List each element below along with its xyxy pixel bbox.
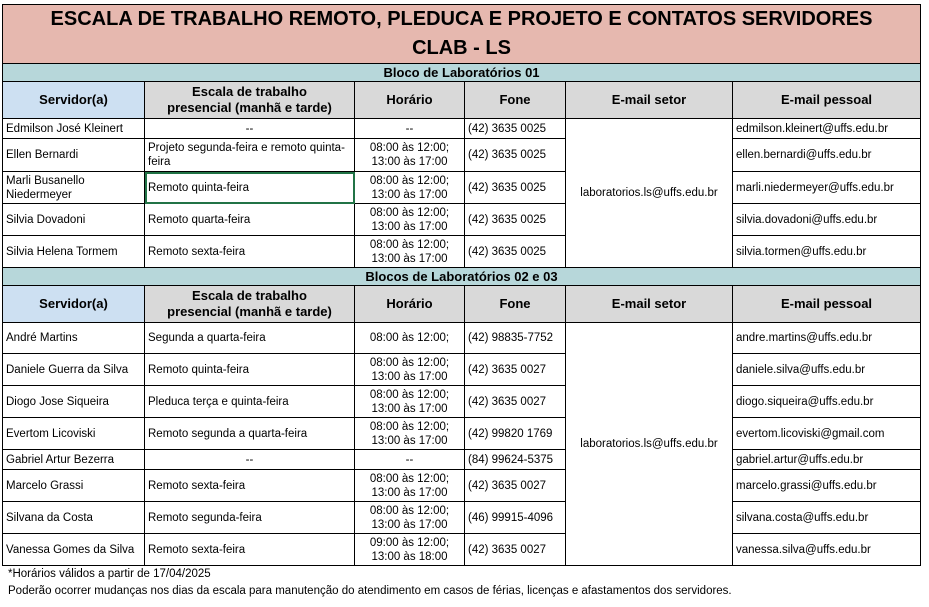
table-row: [3, 236, 921, 268]
header-email-pessoal[interactable]: E-mail pessoal: [733, 286, 921, 323]
cell-escala[interactable]: Remoto segunda a quarta-feira: [145, 418, 355, 450]
cell-fone[interactable]: (42) 3635 0027: [465, 386, 566, 418]
cell-horario[interactable]: --: [355, 450, 465, 470]
cell-email-pessoal[interactable]: andre.martins@uffs.edu.br: [733, 323, 921, 354]
cell-horario[interactable]: 09:00 às 12:00; 13:00 às 18:00: [355, 534, 465, 566]
cell-servidor[interactable]: Vanessa Gomes da Silva: [3, 534, 145, 566]
header-servidor[interactable]: Servidor(a): [3, 286, 145, 323]
cell-servidor[interactable]: André Martins: [3, 323, 145, 354]
cell-fone[interactable]: (42) 3635 0025: [465, 204, 566, 236]
cell-fone[interactable]: (42) 3635 0025: [465, 139, 566, 172]
cell-email-pessoal[interactable]: evertom.licoviski@gmail.com: [733, 418, 921, 450]
cell-escala[interactable]: Remoto sexta-feira: [145, 534, 355, 566]
cell-fone[interactable]: (42) 98835-7752: [465, 323, 566, 354]
cell-servidor[interactable]: Marcelo Grassi: [3, 470, 145, 502]
cell-horario[interactable]: 08:00 às 12:00; 13:00 às 17:00: [355, 354, 465, 386]
cell-email-pessoal[interactable]: marli.niedermeyer@uffs.edu.br: [733, 172, 921, 204]
cell-servidor[interactable]: Marli Busanello Niedermeyer: [3, 172, 145, 204]
cell-escala[interactable]: Remoto segunda-feira: [145, 502, 355, 534]
cell-servidor[interactable]: Silvana da Costa: [3, 502, 145, 534]
header-row: [3, 286, 921, 323]
cell-horario[interactable]: 08:00 às 12:00; 13:00 às 17:00: [355, 204, 465, 236]
cell-escala[interactable]: Remoto quinta-feira: [145, 172, 355, 204]
page-title[interactable]: [3, 5, 921, 64]
cell-email-pessoal[interactable]: silvana.costa@uffs.edu.br: [733, 502, 921, 534]
table-row: [3, 139, 921, 172]
cell-email-setor[interactable]: laboratorios.ls@uffs.edu.br: [566, 119, 733, 268]
table-row: [3, 119, 921, 139]
cell-horario[interactable]: 08:00 às 12:00; 13:00 às 17:00: [355, 470, 465, 502]
cell-escala[interactable]: Remoto sexta-feira: [145, 470, 355, 502]
schedule-sheet: [2, 4, 920, 597]
table-row: [3, 204, 921, 236]
cell-servidor[interactable]: Diogo Jose Siqueira: [3, 386, 145, 418]
table-row: [3, 323, 921, 354]
table-row: [3, 386, 921, 418]
header-fone[interactable]: Fone: [465, 82, 566, 119]
table-row: [3, 450, 921, 470]
footnotes: [8, 566, 732, 600]
cell-horario[interactable]: --: [355, 119, 465, 139]
cell-fone[interactable]: (42) 99820 1769: [465, 418, 566, 450]
table-row: [3, 470, 921, 502]
cell-email-pessoal[interactable]: daniele.silva@uffs.edu.br: [733, 354, 921, 386]
header-email-setor[interactable]: E-mail setor: [566, 286, 733, 323]
header-servidor[interactable]: Servidor(a): [3, 82, 145, 119]
cell-horario[interactable]: 08:00 às 12:00; 13:00 às 17:00: [355, 502, 465, 534]
cell-email-pessoal[interactable]: silvia.dovadoni@uffs.edu.br: [733, 204, 921, 236]
table-row: [3, 502, 921, 534]
cell-horario[interactable]: 08:00 às 12:00; 13:00 às 17:00: [355, 236, 465, 268]
cell-email-pessoal[interactable]: vanessa.silva@uffs.edu.br: [733, 534, 921, 566]
cell-email-pessoal[interactable]: marcelo.grassi@uffs.edu.br: [733, 470, 921, 502]
cell-escala[interactable]: --: [145, 450, 355, 470]
cell-email-pessoal[interactable]: silvia.tormen@uffs.edu.br: [733, 236, 921, 268]
cell-fone[interactable]: (42) 3635 0027: [465, 354, 566, 386]
header-email-pessoal[interactable]: E-mail pessoal: [733, 82, 921, 119]
cell-email-pessoal[interactable]: ellen.bernardi@uffs.edu.br: [733, 139, 921, 172]
cell-escala[interactable]: Remoto quinta-feira: [145, 354, 355, 386]
cell-fone[interactable]: (84) 99624-5375: [465, 450, 566, 470]
header-horario[interactable]: Horário: [355, 286, 465, 323]
cell-horario[interactable]: 08:00 às 12:00; 13:00 às 17:00: [355, 172, 465, 204]
cell-email-pessoal[interactable]: edmilson.kleinert@uffs.edu.br: [733, 119, 921, 139]
cell-servidor[interactable]: Daniele Guerra da Silva: [3, 354, 145, 386]
header-horario[interactable]: Horário: [355, 82, 465, 119]
header-escala[interactable]: [145, 286, 355, 323]
footnote-valid-from[interactable]: *Horários válidos a partir de 17/04/2025: [8, 568, 211, 580]
section-title[interactable]: Blocos de Laboratórios 02 e 03: [3, 268, 921, 286]
cell-fone[interactable]: (42) 3635 0027: [465, 470, 566, 502]
table-row: [3, 354, 921, 386]
cell-servidor[interactable]: Evertom Licoviski: [3, 418, 145, 450]
table-row: [3, 534, 921, 566]
header-row: [3, 82, 921, 119]
cell-servidor[interactable]: Silvia Dovadoni: [3, 204, 145, 236]
cell-horario[interactable]: 08:00 às 12:00; 13:00 às 17:00: [355, 139, 465, 172]
cell-fone[interactable]: (42) 3635 0025: [465, 172, 566, 204]
cell-servidor[interactable]: Silvia Helena Tormem: [3, 236, 145, 268]
cell-horario[interactable]: 08:00 às 12:00; 13:00 às 17:00: [355, 418, 465, 450]
cell-fone[interactable]: (42) 3635 0027: [465, 534, 566, 566]
cell-fone[interactable]: (42) 3635 0025: [465, 236, 566, 268]
cell-servidor[interactable]: Ellen Bernardi: [3, 139, 145, 172]
header-escala-line-1: Escala de trabalho: [192, 288, 307, 303]
header-escala-line-2: presencial (manhã e tarde): [167, 100, 332, 115]
cell-escala[interactable]: Pleduca terça e quinta-feira: [145, 386, 355, 418]
cell-horario[interactable]: 08:00 às 12:00;: [355, 323, 465, 354]
title-line-2: CLAB - LS: [412, 37, 511, 59]
cell-escala[interactable]: --: [145, 119, 355, 139]
table-row: [3, 418, 921, 450]
header-email-setor[interactable]: E-mail setor: [566, 82, 733, 119]
cell-email-setor[interactable]: laboratorios.ls@uffs.edu.br: [566, 323, 733, 566]
cell-servidor[interactable]: Edmilson José Kleinert: [3, 119, 145, 139]
cell-escala[interactable]: Remoto sexta-feira: [145, 236, 355, 268]
cell-fone[interactable]: (46) 99915-4096: [465, 502, 566, 534]
cell-escala[interactable]: Segunda a quarta-feira: [145, 323, 355, 354]
table-row: [3, 172, 921, 204]
section-title[interactable]: Bloco de Laboratórios 01: [3, 64, 921, 82]
cell-escala[interactable]: Projeto segunda-feira e remoto quinta-feira: [145, 139, 355, 172]
cell-horario[interactable]: 08:00 às 12:00; 13:00 às 17:00: [355, 386, 465, 418]
cell-escala[interactable]: Remoto quarta-feira: [145, 204, 355, 236]
header-escala-line-1: Escala de trabalho: [192, 84, 307, 99]
cell-fone[interactable]: (42) 3635 0025: [465, 119, 566, 139]
header-escala-line-2: presencial (manhã e tarde): [167, 304, 332, 319]
schedule-table: [2, 4, 921, 566]
cell-email-pessoal[interactable]: gabriel.artur@uffs.edu.br: [733, 450, 921, 470]
header-escala[interactable]: [145, 82, 355, 119]
footnote-changes[interactable]: Poderão ocorrer mudanças nos dias da escala para manutenção do atendimento em casos de férias, licenças e afastamentos dos servidores.: [8, 585, 732, 597]
header-fone[interactable]: Fone: [465, 286, 566, 323]
title-line-1: ESCALA DE TRABALHO REMOTO, PLEDUCA E PROJETO E CONTATOS SERVIDORES: [50, 8, 873, 30]
cell-servidor[interactable]: Gabriel Artur Bezerra: [3, 450, 145, 470]
cell-email-pessoal[interactable]: diogo.siqueira@uffs.edu.br: [733, 386, 921, 418]
